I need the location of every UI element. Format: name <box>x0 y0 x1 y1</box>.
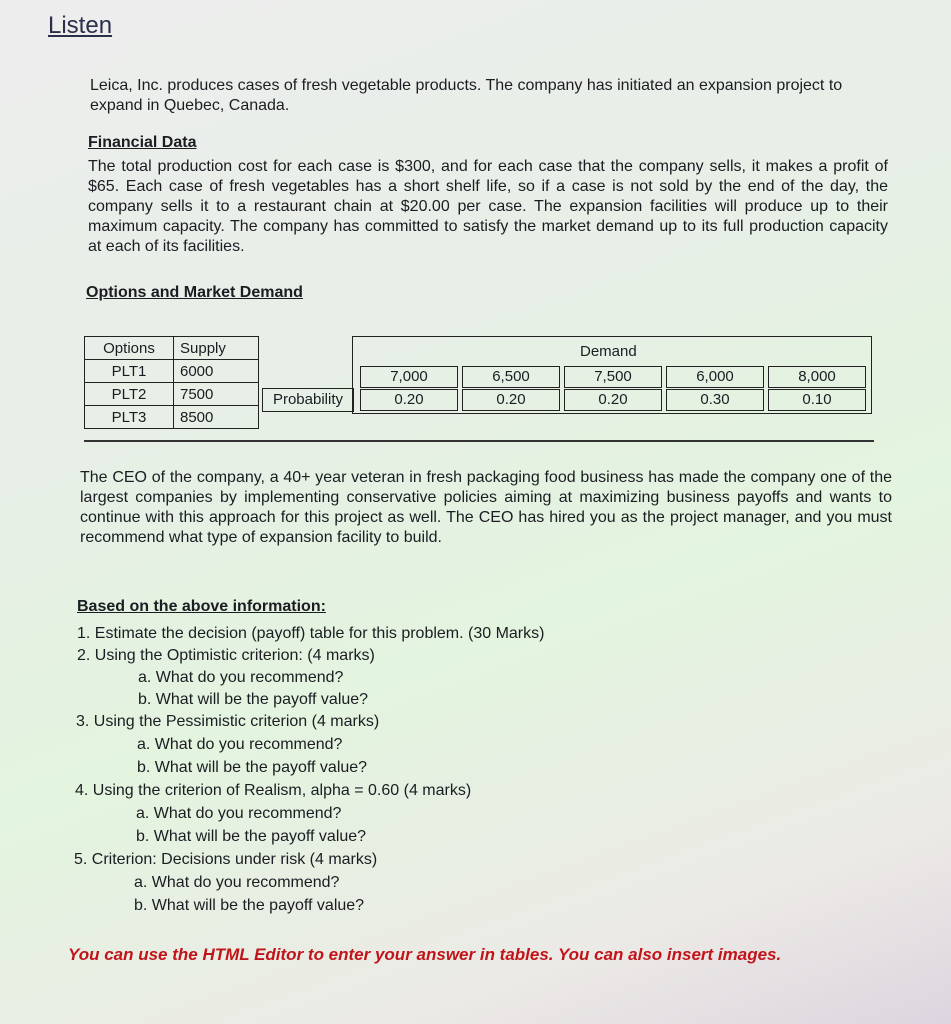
demand-column <box>462 366 560 412</box>
probability-label: Probability <box>262 388 354 412</box>
supply-header: Supply <box>174 337 259 360</box>
demand-column <box>768 366 866 412</box>
financial-data-heading: Financial Data <box>88 134 197 151</box>
supply-cell: 7500 <box>174 383 259 406</box>
sub-question: b. What will be the payoff value? <box>137 759 368 776</box>
sub-question: a. What do you recommend? <box>137 736 343 753</box>
option-cell: PLT1 <box>85 360 174 383</box>
demand-value: 8,000 <box>768 366 866 388</box>
options-heading: Options and Market Demand <box>86 284 303 301</box>
question-item: 3. Using the Pessimistic criterion (4 marks) <box>76 713 380 730</box>
sub-question: a. What do you recommend? <box>138 669 344 686</box>
sub-question: a. What do you recommend? <box>136 805 342 822</box>
sub-question: b. What will be the payoff value? <box>138 691 369 708</box>
demand-probability: 0.10 <box>768 389 866 411</box>
demand-probability: 0.30 <box>666 389 764 411</box>
supply-cell: 6000 <box>174 360 259 383</box>
sub-question: b. What will be the payoff value? <box>134 897 365 914</box>
question-item: 2. Using the Optimistic criterion: (4 marks) <box>77 647 375 664</box>
financial-data-paragraph: The total production cost for each case is $300, and for each case that the company sells, it makes a profit of $65. Each case of fresh vegetables has a short shelf life, so if a case is not sold by the end of the day, the company sells it to a restaurant chain at $20.00 per case. The expansion facilities will produce up to their maximum capacity. The company has committed to satisfy the market demand up to its full production capacity at each of its facilities. <box>88 158 888 255</box>
option-cell: PLT2 <box>85 383 174 406</box>
demand-value: 7,000 <box>360 366 458 388</box>
divider <box>84 440 874 442</box>
demand-probability: 0.20 <box>564 389 662 411</box>
table-header-row <box>85 337 259 360</box>
table-row <box>85 406 259 429</box>
demand-value: 6,500 <box>462 366 560 388</box>
option-cell: PLT3 <box>85 406 174 429</box>
sub-question: b. What will be the payoff value? <box>136 828 367 845</box>
question-item: 1. Estimate the decision (payoff) table for this problem. (30 Marks) <box>77 625 545 642</box>
question-item: 4. Using the criterion of Realism, alpha = 0.60 (4 marks) <box>75 782 472 799</box>
ceo-paragraph: The CEO of the company, a 40+ year veteran in fresh packaging food business has made the company one of the largest companies by implementing conservative policies aiming at maximizing business payoffs and wants to continue with this approach for this project as well. The CEO has hired you as the project manager, and you must recommend what type of expansion facility to build. <box>80 469 892 546</box>
demand-label: Demand <box>580 343 637 360</box>
listen-link[interactable]: Listen <box>48 12 113 39</box>
demand-value: 6,000 <box>666 366 764 388</box>
demand-value: 7,500 <box>564 366 662 388</box>
options-supply-table <box>84 336 259 429</box>
options-header: Options <box>85 337 174 360</box>
intro-paragraph: Leica, Inc. produces cases of fresh vegetable products. The company has initiated an expansion project to expand in Quebec, Canada. <box>90 77 843 114</box>
questions-heading: Based on the above information: <box>77 598 326 615</box>
sub-question: a. What do you recommend? <box>134 874 340 891</box>
question-item: 5. Criterion: Decisions under risk (4 marks) <box>74 851 378 868</box>
html-editor-note: You can use the HTML Editor to enter your answer in tables. You can also insert images. <box>68 945 782 964</box>
demand-probability: 0.20 <box>462 389 560 411</box>
demand-probability: 0.20 <box>360 389 458 411</box>
demand-column <box>360 366 458 412</box>
table-row <box>85 360 259 383</box>
demand-column <box>666 366 764 412</box>
table-row <box>85 383 259 406</box>
supply-cell: 8500 <box>174 406 259 429</box>
demand-column <box>564 366 662 412</box>
